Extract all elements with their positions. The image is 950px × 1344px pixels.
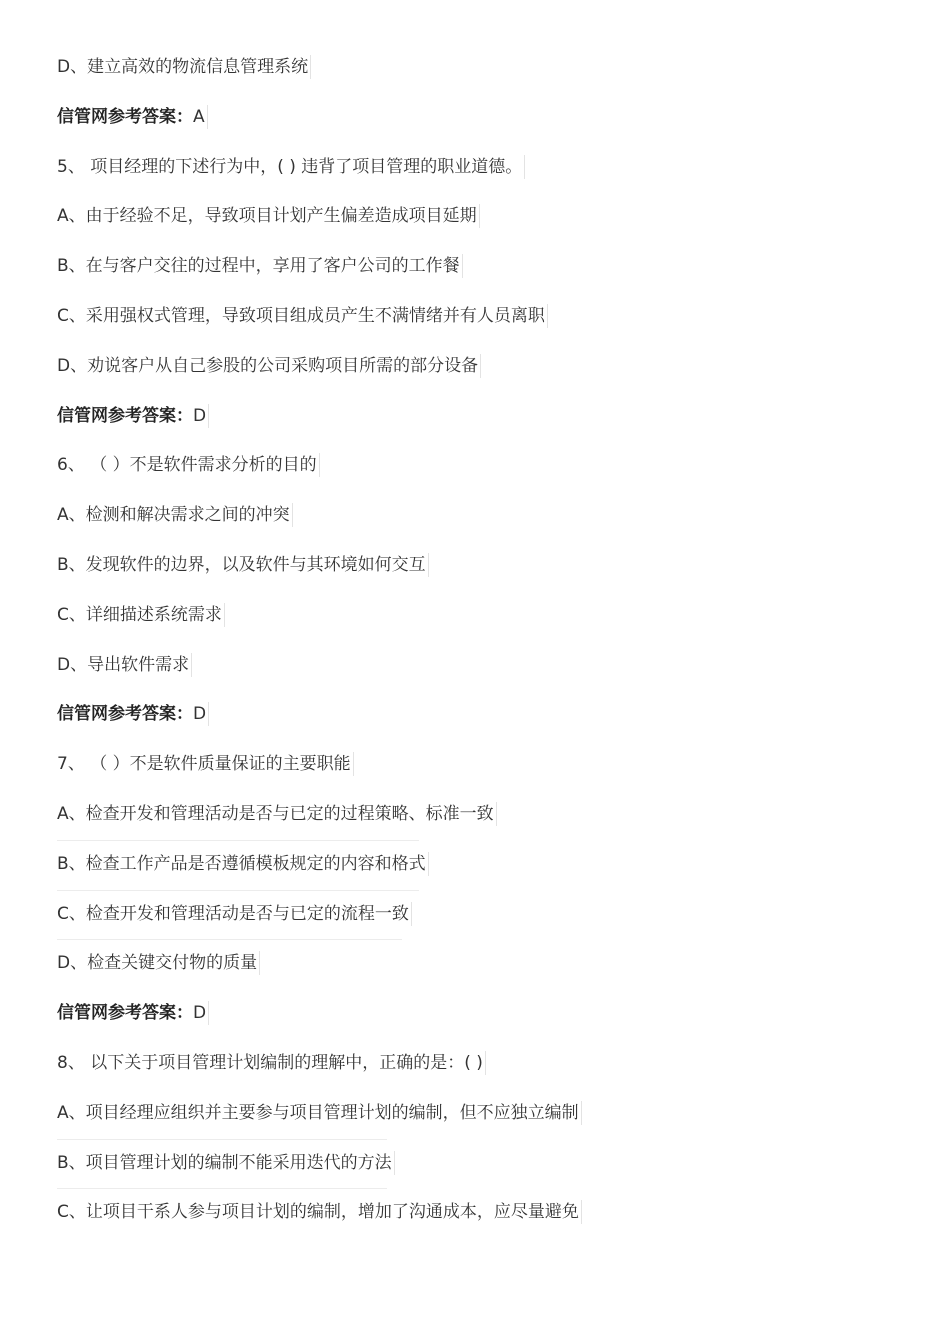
option-line xyxy=(57,201,917,251)
question-text: 5、 项目经理的下述行为中，( ) 违背了项目管理的职业道德。 xyxy=(57,155,525,179)
option-text: B、项目管理计划的编制不能采用迭代的方法 xyxy=(57,1151,395,1175)
divider xyxy=(57,939,402,940)
question-text: 7、 （ ）不是软件质量保证的主要职能 xyxy=(57,752,354,776)
option-line xyxy=(57,251,917,301)
option-line xyxy=(57,52,917,102)
divider xyxy=(57,1139,387,1140)
question-text: 8、 以下关于项目管理计划编制的理解中，正确的是：( ) xyxy=(57,1051,486,1075)
option-line xyxy=(57,948,917,998)
option-text: B、检查工作产品是否遵循模板规定的内容和格式 xyxy=(57,852,429,876)
question-line xyxy=(57,152,917,202)
option-line xyxy=(57,301,917,351)
answer-label: 信管网参考答案： xyxy=(57,106,193,127)
option-line xyxy=(57,500,917,550)
answer-value: D xyxy=(193,405,207,426)
divider xyxy=(57,1188,387,1189)
option-text: C、让项目干系人参与项目计划的编制，增加了沟通成本，应尽量避免 xyxy=(57,1200,582,1224)
option-text: A、检查开发和管理活动是否与已定的过程策略、标准一致 xyxy=(57,802,497,826)
option-line xyxy=(57,1148,917,1198)
answer-line xyxy=(57,102,917,152)
question-line xyxy=(57,1048,917,1098)
option-text: B、在与客户交往的过程中，享用了客户公司的工作餐 xyxy=(57,254,463,278)
answer-value: D xyxy=(193,1003,207,1024)
option-line xyxy=(57,849,917,899)
option-text: D、建立高效的物流信息管理系统 xyxy=(57,55,311,79)
option-line xyxy=(57,351,917,401)
option-text: C、检查开发和管理活动是否与已定的流程一致 xyxy=(57,902,412,926)
answer-value: D xyxy=(193,704,207,725)
option-text: C、采用强权式管理，导致项目组成员产生不满情绪并有人员离职 xyxy=(57,304,548,328)
option-text: D、劝说客户从自己参股的公司采购项目所需的部分设备 xyxy=(57,354,481,378)
answer-line xyxy=(57,401,917,451)
question-text: 6、 （ ）不是软件需求分析的目的 xyxy=(57,453,320,477)
question-line xyxy=(57,749,917,799)
divider xyxy=(57,890,419,891)
answer-label: 信管网参考答案： xyxy=(57,1003,193,1024)
answer-label: 信管网参考答案： xyxy=(57,405,193,426)
divider xyxy=(57,840,419,841)
option-text: A、由于经验不足，导致项目计划产生偏差造成项目延期 xyxy=(57,204,480,228)
question-line xyxy=(57,450,917,500)
option-line xyxy=(57,1197,917,1247)
answer-line xyxy=(57,998,917,1048)
option-line xyxy=(57,799,917,849)
option-line xyxy=(57,899,917,949)
option-text: A、项目经理应组织并主要参与项目管理计划的编制，但不应独立编制 xyxy=(57,1101,582,1125)
option-text: C、详细描述系统需求 xyxy=(57,603,225,627)
option-text: D、导出软件需求 xyxy=(57,653,192,677)
document-body xyxy=(57,52,917,1247)
option-line xyxy=(57,600,917,650)
option-line xyxy=(57,550,917,600)
answer-line xyxy=(57,699,917,749)
answer-label: 信管网参考答案： xyxy=(57,704,193,725)
option-text: B、发现软件的边界，以及软件与其环境如何交互 xyxy=(57,553,429,577)
answer-value: A xyxy=(193,106,205,127)
option-text: A、检测和解决需求之间的冲突 xyxy=(57,503,293,527)
option-line xyxy=(57,650,917,700)
option-text: D、检查关键交付物的质量 xyxy=(57,951,260,975)
option-line xyxy=(57,1098,917,1148)
